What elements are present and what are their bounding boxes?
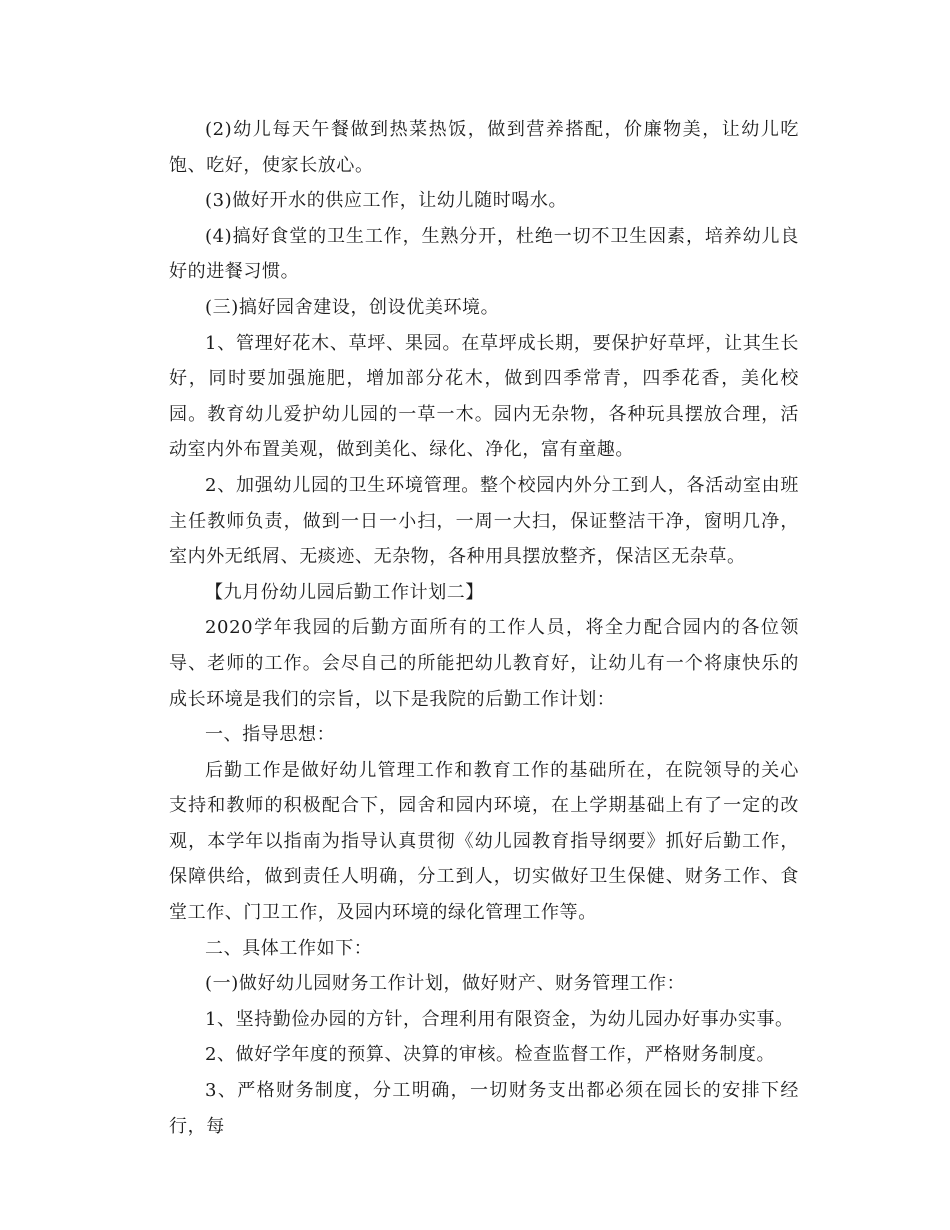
paragraph-drinking-water: (3)做好开水的供应工作，让幼儿随时喝水。 [205, 190, 568, 212]
paragraph-budget-review: 2、做好学年度的预算、决算的审核。检查监督工作，严格财务制度。 [205, 1044, 776, 1066]
subsection-heading-finance: (一)做好幼儿园财务工作计划，做好财产、财务管理工作： [205, 973, 686, 995]
section-heading-campus-environment: (三)搞好园舍建设，创设优美环境。 [205, 296, 500, 318]
paragraph-frugal-operation: 1、坚持勤俭办园的方针，合理利用有限资金，为幼儿园办好事办实事。 [205, 1008, 794, 1030]
plan-title-two: 【九月份幼儿园后勤工作计划二】 [205, 581, 484, 603]
paragraph-finance-rules: 3、严格财务制度，分工明确，一切财务支出都必须在园长的安排下经行，每 [169, 1080, 799, 1137]
document-body [169, 112, 799, 1144]
paragraph-sanitation-management: 2、加强幼儿园的卫生环境管理。整个校园内外分工到人，各活动室由班主任教师负责，做到一日一小扫，一周一大扫，保证整洁干净，窗明几净，室内外无纸屑、无痰迹、无杂物，各种用具摆放整齐，保洁区无杂草。 [169, 474, 799, 568]
paragraph-canteen-hygiene: (4)搞好食堂的卫生工作，生熟分开，杜绝一切不卫生因素，培养幼儿良好的进餐习惯。 [169, 225, 799, 283]
paragraph-guiding-ideology: 后勤工作是做好幼儿管理工作和教育工作的基础所在，在院领导的关心支持和教师的积极配合下，园舍和园内环境，在上学期基础上有了一定的改观，本学年以指南为指导认真贯彻《幼儿园教育指导纲要》抓好后勤工作，保障供给，做到责任人明确，分工到人，切实做好卫生保健、财务工作、食堂工作、门卫工作，及园内环境的绿化管理工作等。 [169, 759, 799, 924]
section-heading-guiding-ideology: 一、指导思想： [205, 724, 336, 746]
paragraph-lunch-meals: (2)幼儿每天午餐做到热菜热饭，做到营养搭配，价廉物美，让幼儿吃饱、吃好，使家长放心。 [169, 119, 799, 176]
section-heading-specific-work: 二、具体工作如下： [205, 937, 373, 959]
paragraph-greenery-management: 1、管理好花木、草坪、果园。在草坪成长期，要保护好草坪，让其生长好，同时要加强施肥，增加部分花木，做到四季常青，四季花香，美化校园。教育幼儿爱护幼儿园的一草一木。园内无杂物，各种玩具摆放合理，活动室内外布置美观，做到美化、绿化、净化，富有童趣。 [169, 332, 799, 461]
paragraph-introduction: 2020学年我园的后勤方面所有的工作人员，将全力配合园内的各位领导、老师的工作。会尽自己的所能把幼儿教育好，让幼儿有一个将康快乐的成长环境是我们的宗旨，以下是我院的后勤工作计划： [169, 617, 799, 710]
